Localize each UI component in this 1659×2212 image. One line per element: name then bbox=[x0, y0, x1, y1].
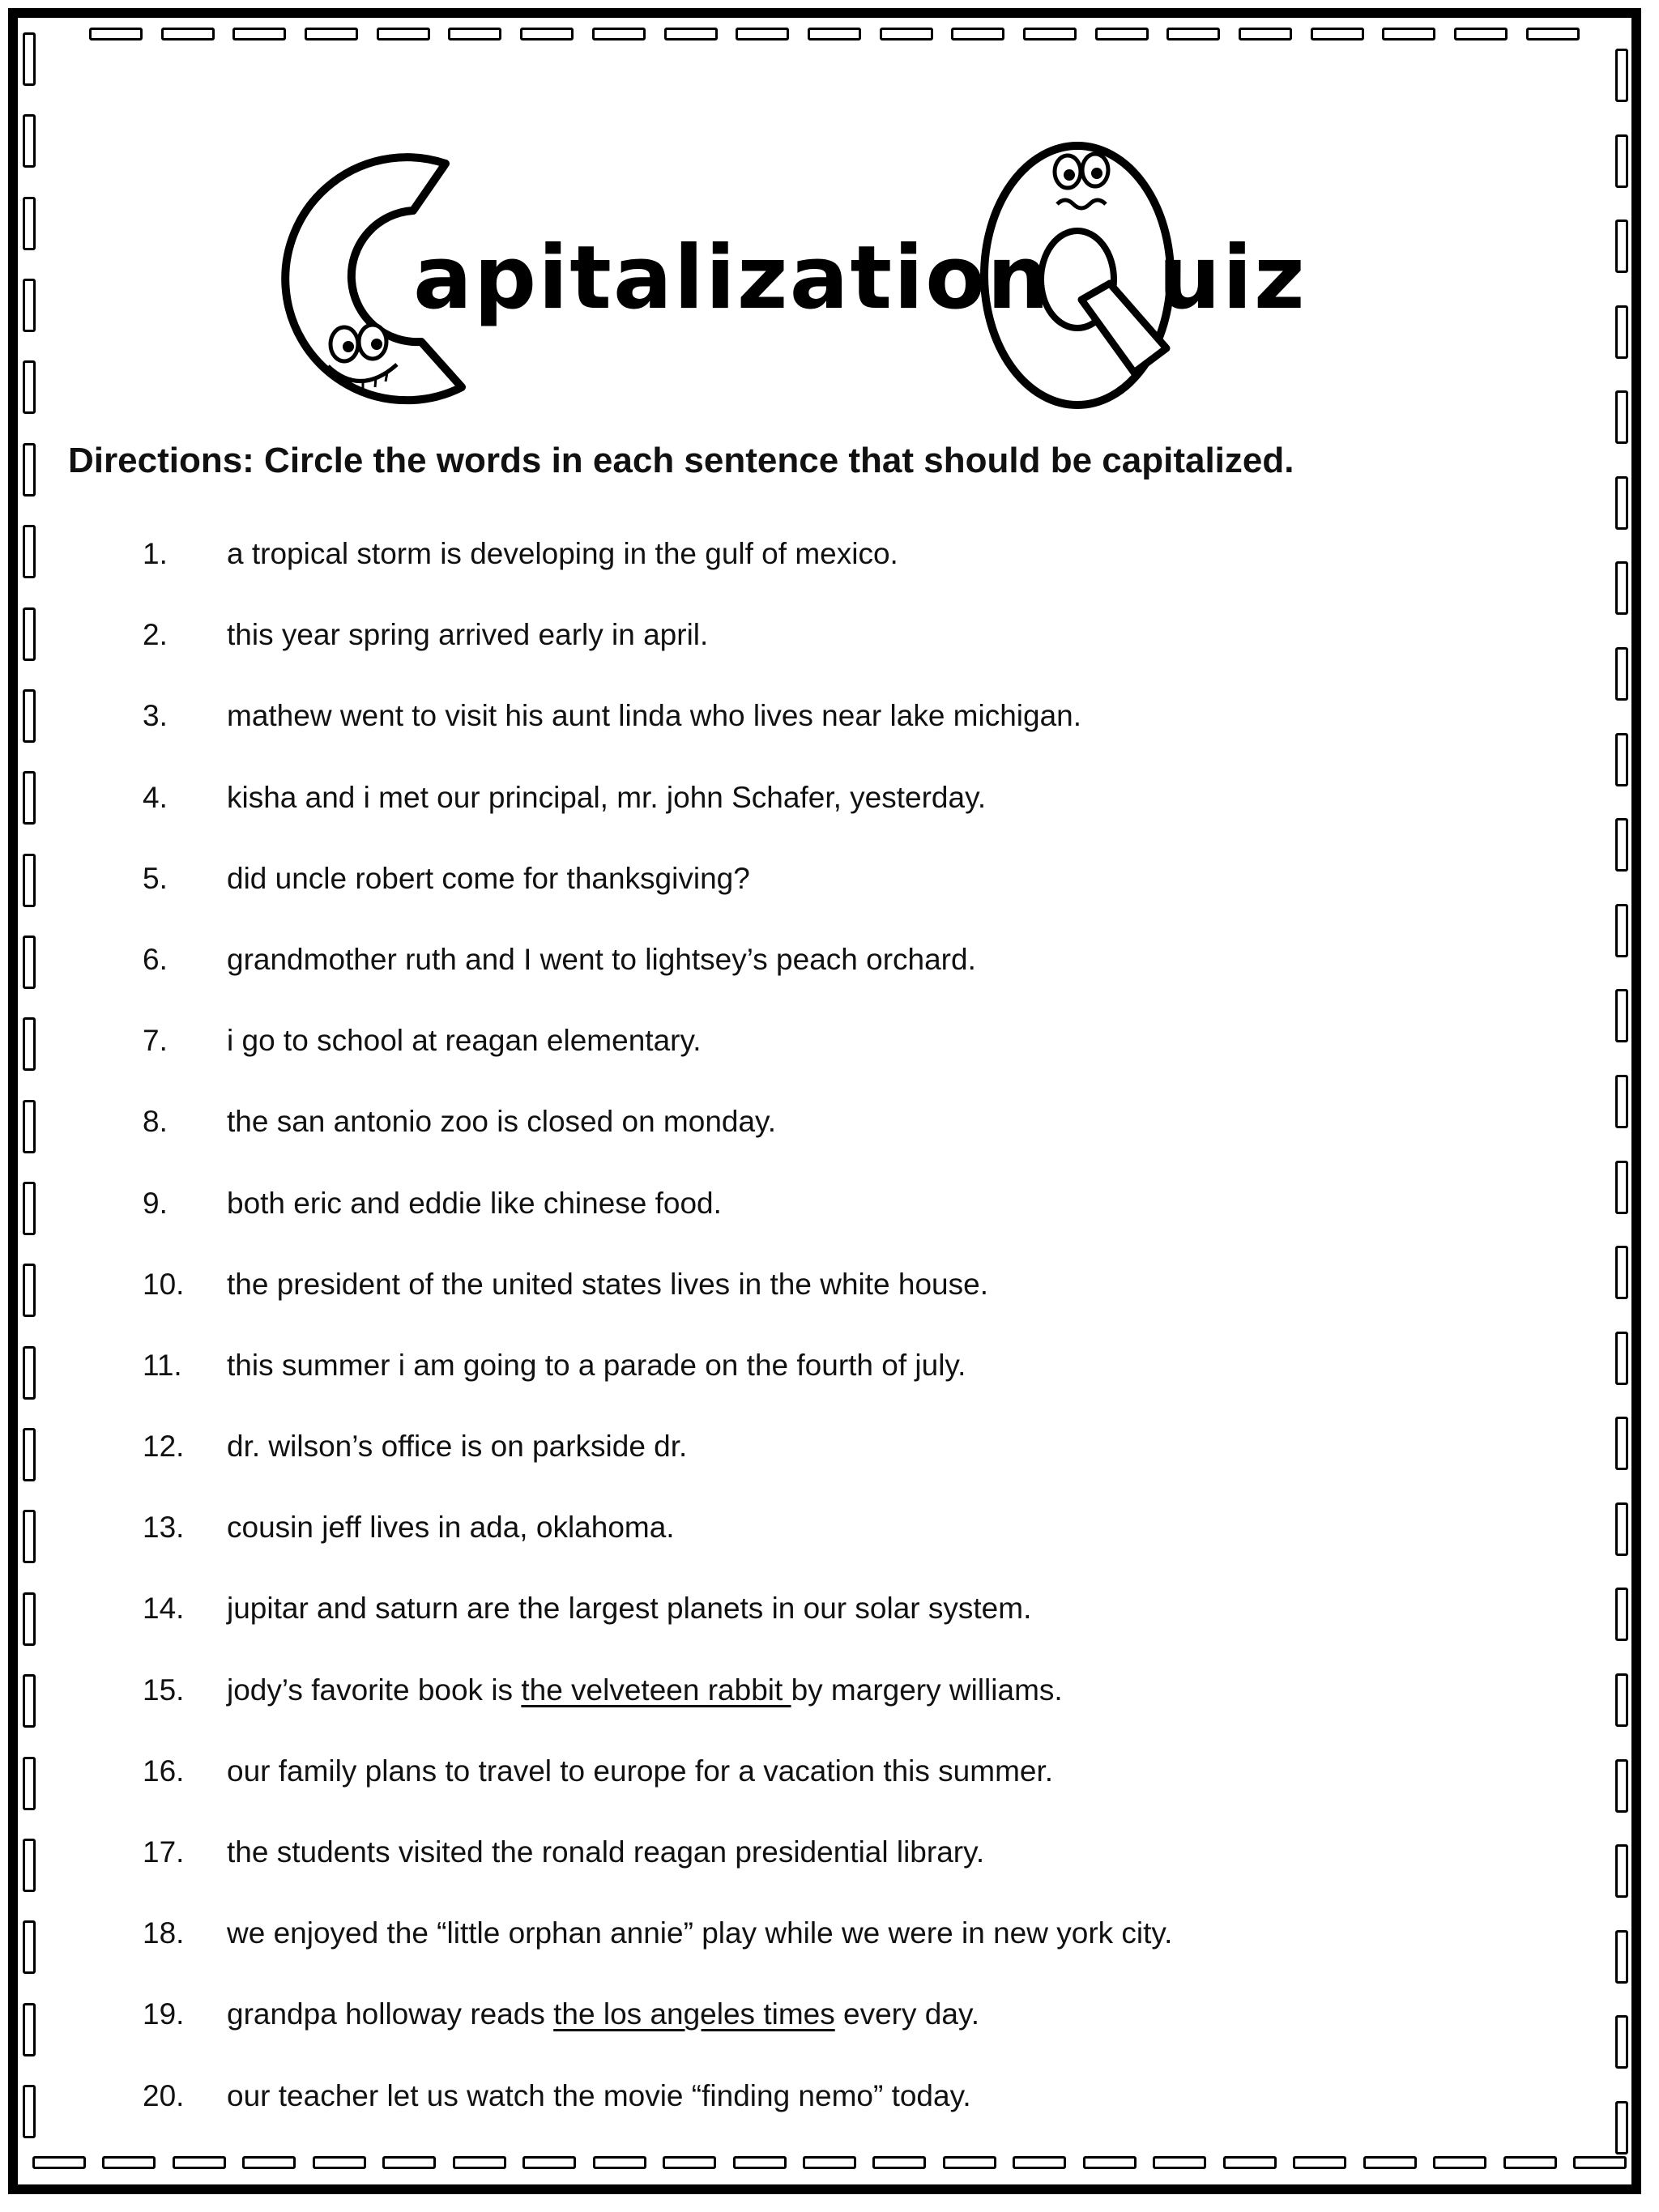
quiz-title bbox=[275, 130, 1345, 421]
item-number: 14. bbox=[143, 1592, 185, 1626]
quiz-item bbox=[0, 859, 1659, 940]
quiz-item bbox=[0, 1021, 1659, 1102]
item-number: 3. bbox=[143, 699, 168, 733]
quiz-item bbox=[0, 1914, 1659, 1995]
quiz-item bbox=[0, 1346, 1659, 1427]
quiz-item bbox=[0, 1995, 1659, 2076]
item-sentence: the president of the united states lives in the white house. bbox=[227, 1267, 988, 1301]
quiz-item bbox=[0, 1427, 1659, 1508]
item-number: 18. bbox=[143, 1916, 185, 1950]
item-sentence: did uncle robert come for thanksgiving? bbox=[227, 861, 750, 895]
directions-text: Directions: Circle the words in each sentence that should be capitalized. bbox=[68, 441, 1294, 480]
item-number: 11. bbox=[143, 1348, 182, 1382]
quiz-item bbox=[0, 616, 1659, 697]
item-number: 16. bbox=[143, 1754, 185, 1788]
quiz-item bbox=[0, 1589, 1659, 1670]
item-sentence: grandmother ruth and I went to lightsey’s peach orchard. bbox=[227, 942, 976, 976]
item-sentence: this summer i am going to a parade on the fourth of july. bbox=[227, 1348, 966, 1382]
title-word-capitalization: apitalization bbox=[413, 228, 1051, 329]
item-number: 6. bbox=[143, 942, 168, 976]
quiz-item bbox=[0, 940, 1659, 1021]
quiz-item bbox=[0, 1508, 1659, 1589]
item-sentence: grandpa holloway reads the los angeles times every day. bbox=[227, 1997, 979, 2031]
item-number: 20. bbox=[143, 2078, 185, 2112]
title-word-quiz: uiz bbox=[1158, 228, 1307, 329]
item-sentence: mathew went to visit his aunt linda who lives near lake michigan. bbox=[227, 699, 1082, 733]
item-sentence: both eric and eddie like chinese food. bbox=[227, 1186, 722, 1220]
item-sentence: our family plans to travel to europe for a vacation this summer. bbox=[227, 1754, 1054, 1788]
item-sentence: our teacher let us watch the movie “finding nemo” today. bbox=[227, 2078, 971, 2112]
quiz-item bbox=[0, 1184, 1659, 1265]
item-sentence: jody’s favorite book is the velveteen rabbit by margery williams. bbox=[227, 1673, 1063, 1707]
item-sentence: the students visited the ronald reagan presidential library. bbox=[227, 1835, 985, 1869]
quiz-item bbox=[0, 778, 1659, 859]
item-number: 2. bbox=[143, 618, 168, 652]
item-sentence: jupitar and saturn are the largest planets in our solar system. bbox=[227, 1592, 1032, 1626]
quiz-item bbox=[0, 1671, 1659, 1752]
item-number: 19. bbox=[143, 1997, 185, 2031]
item-number: 15. bbox=[143, 1673, 185, 1707]
item-number: 1. bbox=[143, 537, 168, 570]
item-sentence: this year spring arrived early in april. bbox=[227, 618, 709, 652]
quiz-item bbox=[0, 2077, 1659, 2158]
item-number: 12. bbox=[143, 1430, 185, 1464]
item-number: 7. bbox=[143, 1024, 168, 1058]
item-sentence: a tropical storm is developing in the gulf of mexico. bbox=[227, 537, 898, 570]
item-number: 17. bbox=[143, 1835, 185, 1869]
item-sentence: the san antonio zoo is closed on monday. bbox=[227, 1105, 777, 1139]
quiz-item bbox=[0, 535, 1659, 616]
quiz-list bbox=[0, 535, 1659, 2158]
item-number: 5. bbox=[143, 861, 168, 895]
top-dashed-border bbox=[89, 28, 1580, 45]
item-sentence: kisha and i met our principal, mr. john Schafer, yesterday. bbox=[227, 780, 987, 814]
item-number: 8. bbox=[143, 1105, 168, 1139]
bottom-dashed-border bbox=[32, 2156, 1627, 2174]
item-sentence: we enjoyed the “little orphan annie” play while we were in new york city. bbox=[227, 1916, 1173, 1950]
item-sentence: dr. wilson’s office is on parkside dr. bbox=[227, 1430, 688, 1464]
item-number: 10. bbox=[143, 1267, 185, 1301]
item-number: 9. bbox=[143, 1186, 168, 1220]
quiz-item bbox=[0, 1752, 1659, 1833]
item-sentence: i go to school at reagan elementary. bbox=[227, 1024, 702, 1058]
item-number: 4. bbox=[143, 780, 168, 814]
item-number: 13. bbox=[143, 1511, 185, 1545]
quiz-item bbox=[0, 697, 1659, 778]
item-sentence: cousin jeff lives in ada, oklahoma. bbox=[227, 1511, 675, 1545]
quiz-item bbox=[0, 1265, 1659, 1346]
quiz-item bbox=[0, 1833, 1659, 1914]
quiz-item bbox=[0, 1102, 1659, 1183]
